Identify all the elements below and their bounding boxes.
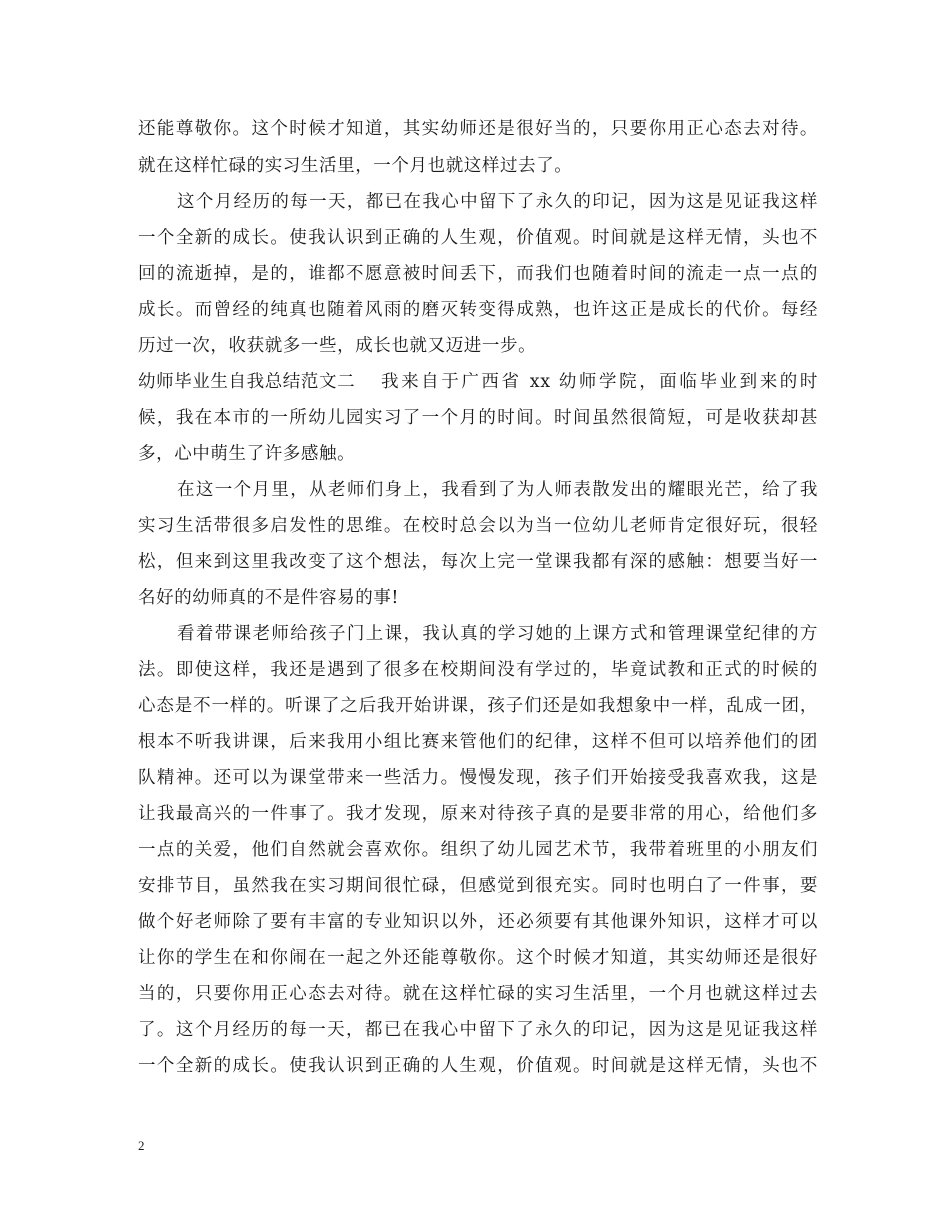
text-line: 做个好老师除了要有丰富的专业知识以外，还必须要有其他课外知识，这样才可以 [138, 912, 818, 932]
text-line: 这个月经历的每一天，都已在我心中留下了永久的印记，因为这是见证我这样 [177, 192, 818, 212]
text-line: 在这一个月里，从老师们身上，我看到了为人师表散发出的耀眼光芒，给了我 [177, 480, 818, 500]
text-line: 一点的关爱，他们自然就会喜欢你。组织了幼儿园艺术节，我带着班里的小朋友们 [138, 840, 818, 860]
text-line: 我来自于广西省 xx 幼师学院，面临毕业到来的时 [381, 372, 818, 392]
section-heading: 幼师毕业生自我总结范文二 [138, 372, 356, 392]
text-line: 让我最高兴的一件事了。我才发现，原来对待孩子真的是要非常的用心，给他们多 [138, 804, 818, 824]
text-line: 候，我在本市的一所幼儿园实习了一个月的时间。时间虽然很简短，可是收获却甚 [138, 408, 818, 428]
text-line: 安排节目，虽然我在实习期间很忙碌，但感觉到很充实。同时也明白了一件事，要 [138, 876, 818, 896]
text-line: 名好的幼师真的不是件容易的事! [138, 588, 400, 608]
text-line: 心态是不一样的。听课了之后我开始讲课，孩子们还是如我想象中一样，乱成一团， [138, 696, 818, 716]
text-line: 成长。而曾经的纯真也随着风雨的磨灭转变得成熟，也许这正是成长的代价。每经 [138, 300, 818, 320]
text-line: 历过一次，收获就多一些，成长也就又迈进一步。 [138, 336, 537, 356]
text-line: 松，但来到这里我改变了这个想法，每次上完一堂课我都有深的感触：想要当好一 [138, 552, 818, 572]
text-line: 法。即使这样，我还是遇到了很多在校期间没有学过的，毕竟试教和正式的时候的 [138, 660, 818, 680]
text-line: 多，心中萌生了许多感触。 [138, 444, 356, 464]
text-line: 一个全新的成长。使我认识到正确的人生观，价值观。时间就是这样无情，头也不 [138, 228, 818, 248]
text-line: 让你的学生在和你闹在一起之外还能尊敬你。这个时候才知道，其实幼师还是很好 [138, 948, 818, 968]
text-line: 根本不听我讲课，后来我用小组比赛来管他们的纪律，这样不但可以培养他们的团 [138, 732, 818, 752]
text-line: 回的流逝掉，是的，谁都不愿意被时间丢下，而我们也随着时间的流走一点一点的 [138, 264, 818, 284]
text-line: 队精神。还可以为课堂带来一些活力。慢慢发现，孩子们开始接受我喜欢我，这是 [138, 768, 818, 788]
text-line: 看着带课老师给孩子门上课，我认真的学习她的上课方式和管理课堂纪律的方 [177, 624, 818, 644]
page-number: 2 [138, 1138, 145, 1153]
text-line: 一个全新的成长。使我认识到正确的人生观，价值观。时间就是这样无情，头也不 [138, 1056, 818, 1076]
text-line: 当的，只要你用正心态去对待。就在这样忙碌的实习生活里，一个月也就这样过去 [138, 984, 818, 1004]
text-line: 还能尊敬你。这个时候才知道，其实幼师还是很好当的，只要你用正心态去对待。 [138, 119, 818, 139]
text-line: 实习生活带很多启发性的思维。在校时总会以为当一位幼儿老师肯定很好玩，很轻 [138, 516, 818, 536]
text-line: 了。这个月经历的每一天，都已在我心中留下了永久的印记，因为这是见证我这样 [138, 1020, 818, 1040]
text-line: 就在这样忙碌的实习生活里，一个月也就这样过去了。 [138, 156, 573, 176]
section-heading-line [138, 370, 818, 394]
